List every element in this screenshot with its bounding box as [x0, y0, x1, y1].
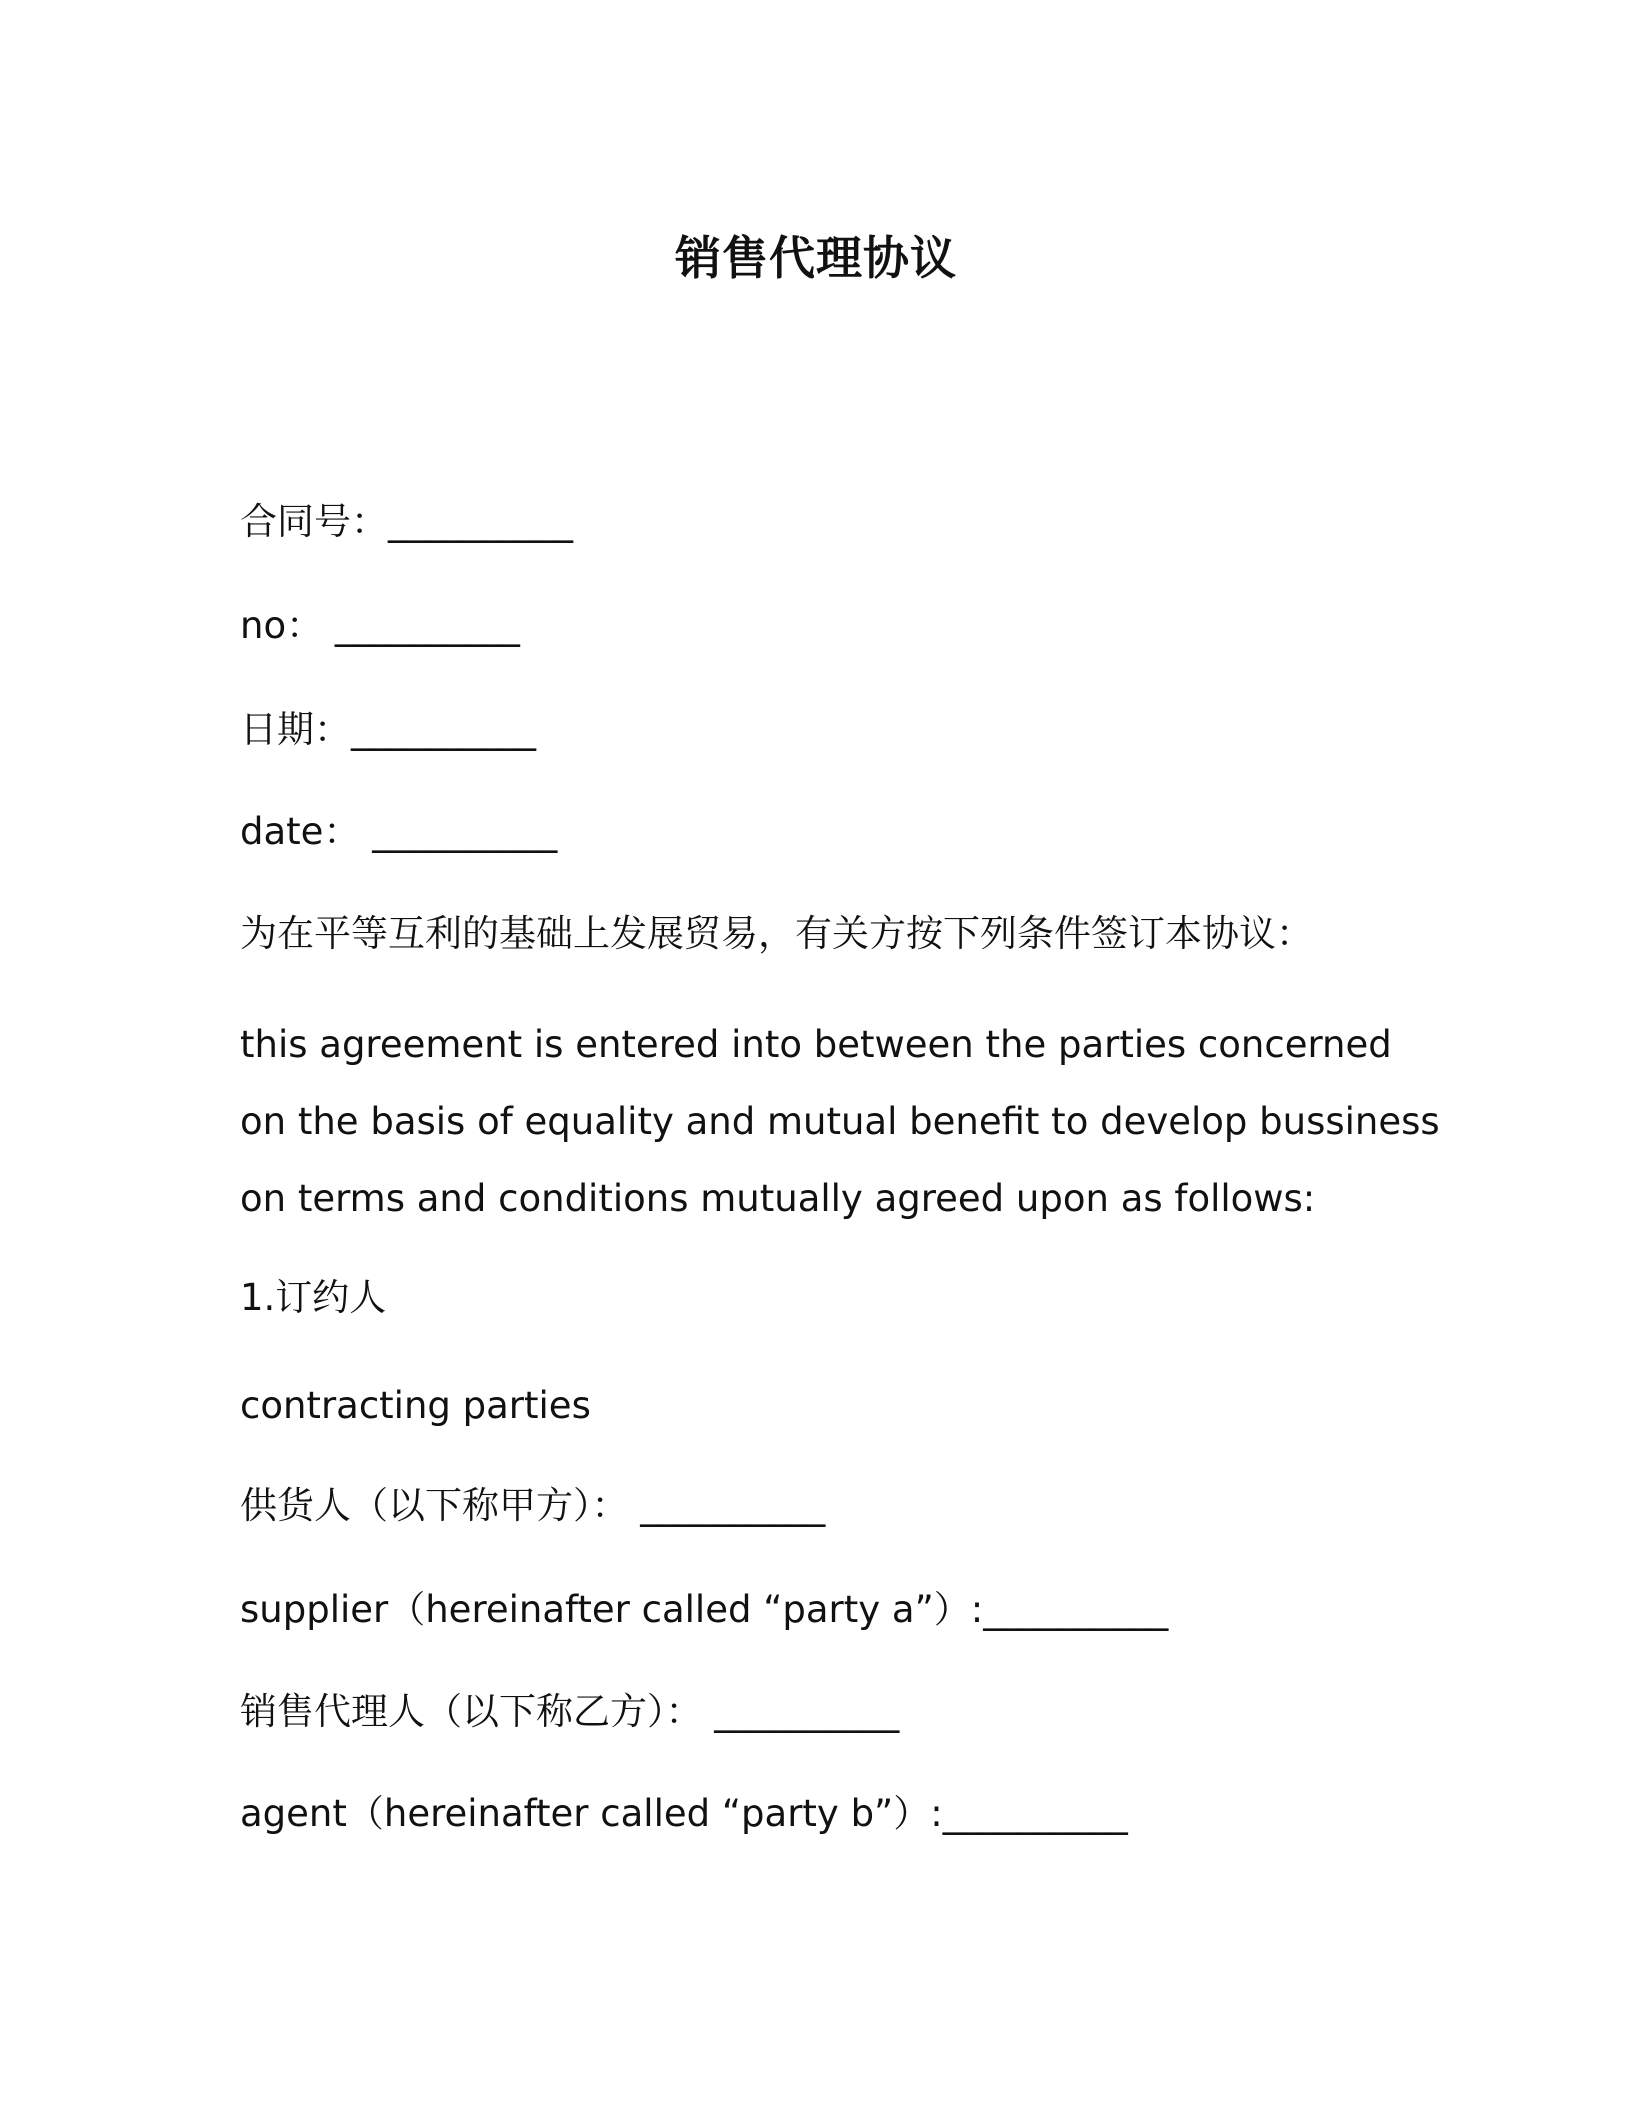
contract-number-cn: 合同号：__________ [240, 500, 573, 543]
agent-cn: 销售代理人（以下称乙方）： __________ [240, 1690, 900, 1733]
supplier-cn: 供货人（以下称甲方）： __________ [240, 1484, 826, 1527]
intro-en-line: on terms and conditions mutually agreed upon as follows: [240, 1177, 1316, 1220]
section-1-heading-en: contracting parties [240, 1384, 591, 1427]
date-cn: 日期：__________ [240, 708, 536, 751]
intro-en-line: on the basis of equality and mutual benefit to develop bussiness [240, 1100, 1440, 1143]
intro-en-paragraph [240, 1006, 1440, 1237]
supplier-en: supplier（hereinafter called “party a”）:__________ [240, 1588, 1169, 1631]
intro-en-line: this agreement is entered into between the parties concerned [240, 1023, 1392, 1066]
agent-en: agent（hereinafter called “party b”）:__________ [240, 1792, 1128, 1835]
document-title: 销售代理协议 [675, 231, 957, 285]
intro-cn: 为在平等互利的基础上发展贸易，有关方按下列条件签订本协议： [240, 912, 1313, 955]
section-1-heading-cn: 1.订约人 [240, 1276, 387, 1319]
date-en: date： __________ [240, 810, 558, 853]
contract-number-en: no： __________ [240, 604, 520, 647]
